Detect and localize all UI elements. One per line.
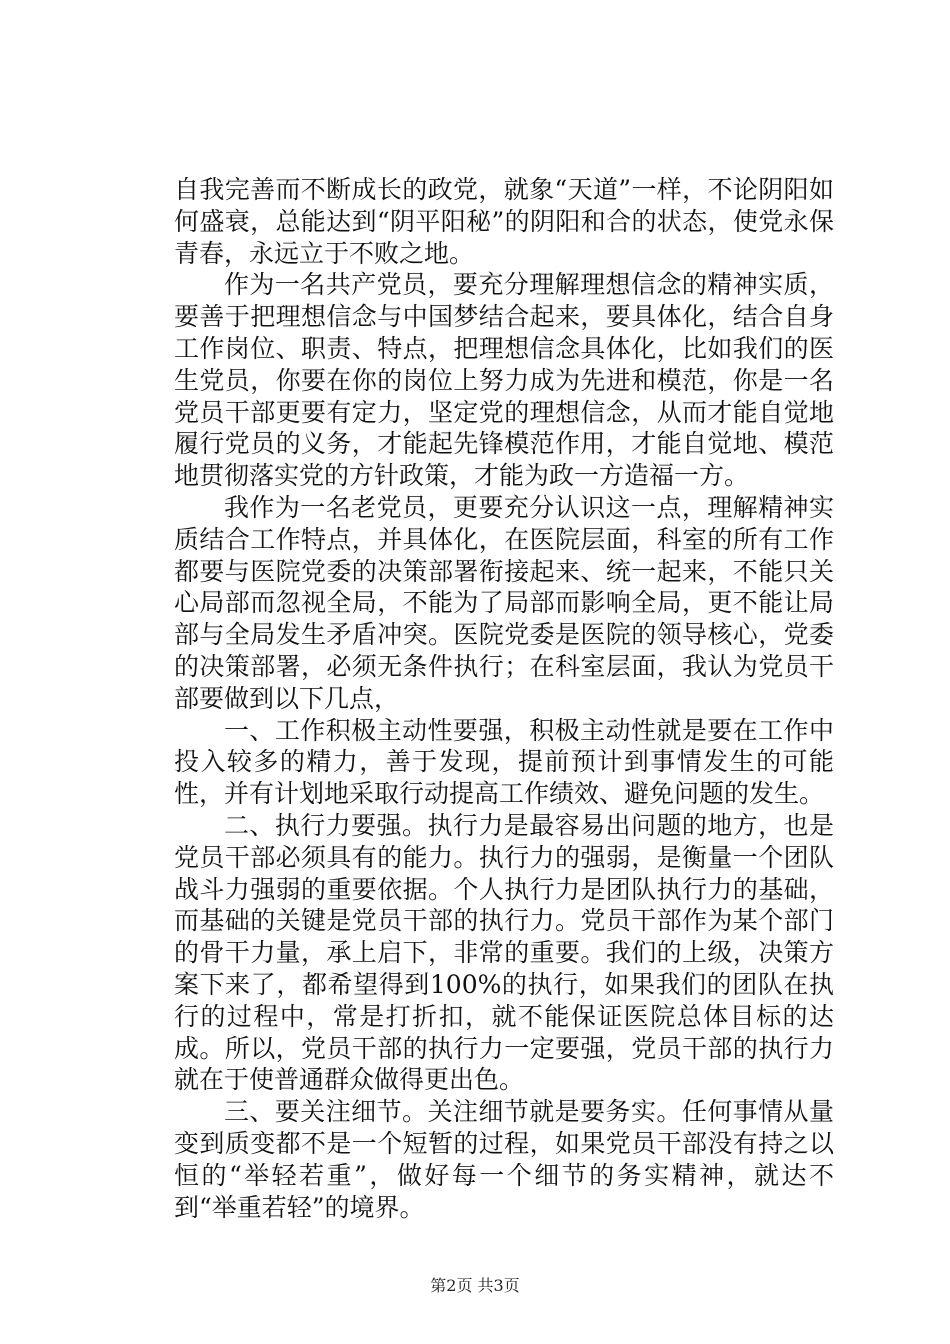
paragraph-point-two: 二、执行力要强。执行力是最容易出问题的地方，也是党员干部必须具有的能力。执行力的强弱，是衡量一个团队战斗力强弱的重要依据。个人执行力是团队执行力的基础，而基础的关键是党员干部的执行力。党员干部作为某个部门的骨干力量，承上启下，非常的重要。我们的上级，决策方案下来了，都希望得到100%的执行，如果我们的团队在执行的过程中，常是打折扣，就不能保证医院总体目标的达成。所以，党员干部的执行力一定要强，党员干部的执行力就在于使普通群众做得更出色。: [174, 810, 834, 1095]
paragraph-point-one: 一、工作积极主动性要强，积极主动性就是要在工作中投入较多的精力，善于发现，提前预计到事情发生的可能性，并有计划地采取行动提高工作绩效、避免问题的发生。: [174, 715, 834, 809]
page-number-footer: 第2页 共3页: [430, 1276, 520, 1295]
paragraph-ideals: 作为一名共产党员，要充分理解理想信念的精神实质，要善于把理想信念与中国梦结合起来，要具体化，结合自身工作岗位、职责、特点，把理想信念具体化，比如我们的医生党员，你要在你的岗位上努力成为先进和模范，你是一名党员干部更要有定力，坚定党的理想信念，从而才能自觉地履行党员的义务，才能起先锋模范作用，才能自觉地、模范地贯彻落实党的方针政策，才能为政一方造福一方。: [174, 270, 834, 491]
paragraph-point-three: 三、要关注细节。关注细节就是要务实。任何事情从量变到质变都不是一个短暂的过程，如果党员干部没有持之以恒的“举轻若重”，做好每一个细节的务实精神，就达不到“举重若轻”的境界。: [174, 1097, 834, 1222]
paragraph-continuation: 自我完善而不断成长的政党，就象“天道”一样，不论阴阳如何盛衰，总能达到“阴平阳秘”的阴阳和合的状态，使党永保青春，永远立于不败之地。: [174, 175, 834, 268]
document-body: [174, 174, 834, 1223]
paragraph-veteran-member: 我作为一名老党员，更要充分认识这一点，理解精神实质结合工作特点，并具体化，在医院层面，科室的所有工作都要与医院党委的决策部署衔接起来、统一起来，不能只关心局部而忽视全局，不能为了局部而影响全局，更不能让局部与全局发生矛盾冲突。医院党委是医院的领导核心，党委的决策部署，必须无条件执行；在科室层面，我认为党员干部要做到以下几点，: [174, 492, 834, 713]
